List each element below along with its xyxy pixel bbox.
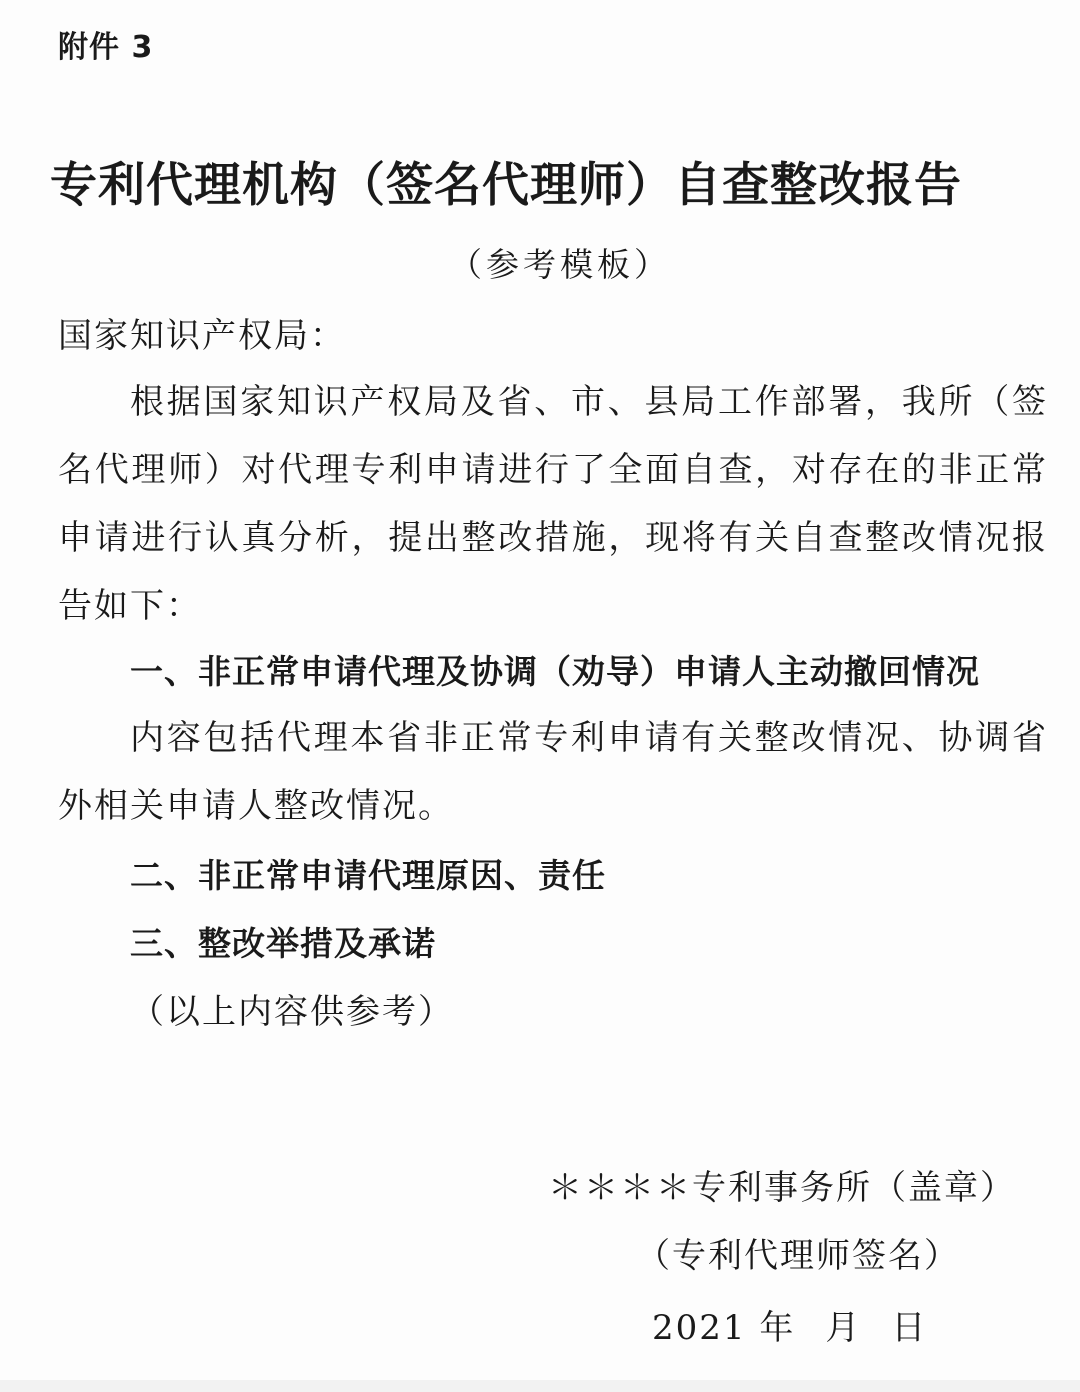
date-day: 日 xyxy=(891,1308,928,1348)
signature-agent-line: （专利代理师签名） xyxy=(636,1236,960,1276)
document-title: 专利代理机构（签名代理师）自查整改报告 xyxy=(50,158,962,213)
signature-date xyxy=(652,1300,927,1356)
intro-paragraph: 根据国家知识产权局及省、市、县局工作部署，我所（签名代理师）对代理专利申请进行了全面自查，对存在的非正常申请进行认真分析，提出整改措施，现将有关自查整改情况报告如下： xyxy=(58,382,1048,626)
document-subtitle: （参考模板） xyxy=(449,245,671,284)
section-1-body: 内容包括代理本省非正常专利申请有关整改情况、协调省外相关申请人整改情况。 xyxy=(58,718,1048,826)
section-3-heading: 三、整改举措及承诺 xyxy=(130,924,436,963)
attachment-label: 附件 3 xyxy=(58,30,154,65)
date-month: 月 xyxy=(825,1308,862,1348)
section-1-heading: 一、非正常申请代理及协调（劝导）申请人主动撤回情况 xyxy=(130,652,980,691)
signature-firm-line: ＊＊＊＊专利事务所（盖章） xyxy=(548,1168,1016,1208)
section-2-heading: 二、非正常申请代理原因、责任 xyxy=(130,856,606,895)
reference-note: （以上内容供参考） xyxy=(130,992,454,1032)
salutation: 国家知识产权局： xyxy=(58,316,346,356)
date-year: 2021 年 xyxy=(652,1308,796,1348)
page-bottom-edge xyxy=(0,1380,1080,1392)
